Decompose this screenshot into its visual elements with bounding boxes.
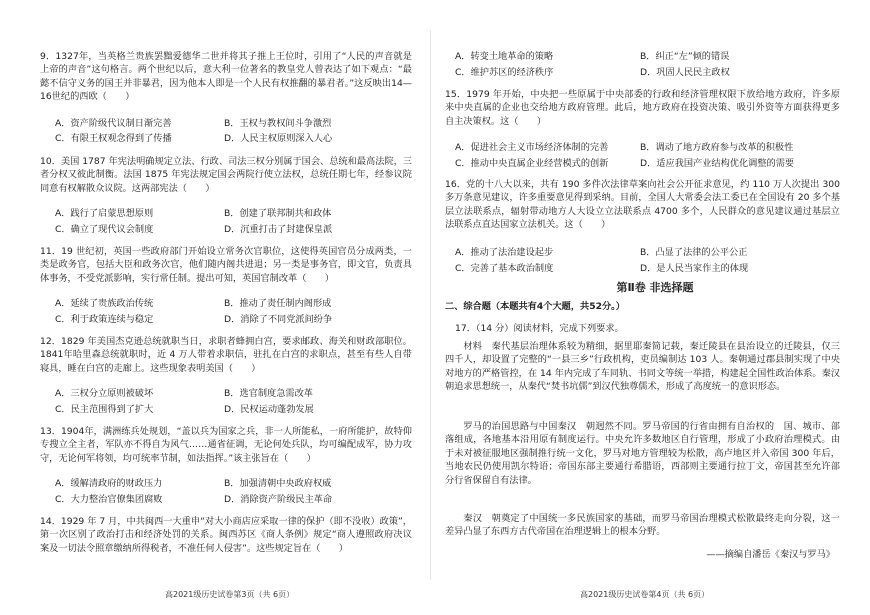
q14-option-c: C．维护苏区的经济秩序 <box>455 67 554 78</box>
section-2-subtitle: 二、综合题（本题共有4个大题，共52分。） <box>445 301 625 312</box>
q13-option-b: B．加强清朝中央政府权威 <box>224 478 332 489</box>
page-divider <box>430 30 431 580</box>
page-footer-left: 高2021级历史试卷第3页（共 6页） <box>165 590 295 599</box>
q14-option-d: D．巩固人民民主政权 <box>640 67 730 78</box>
left-page <box>0 0 415 615</box>
q15-option-b: B．调动了地方政府参与改革的积极性 <box>640 142 794 153</box>
question-11: 11．19 世纪初，英国一些政府部门开始设立常务次官职位，这使得英国官员分成两类，一类是政务官，包括大臣和政务次官，他们随内阁共进退；另一类是事务官，即文官，负责具体事务，不受党派影响，实行常任制。提出可知，英国官制改革（ ） <box>40 246 412 284</box>
question-12: 12．1829 年美国杰克逊总统就职当日，求职者蜂拥白宫，要求邮政、海关和财政部职位。1841年哈里森总统就职时，近 4 万人带着求职信，驻扎在白宫的求职点，甚至有些人自带寝具，睡在白宫的走廊上。这些现象表明美国（ ） <box>40 336 412 374</box>
question-13: 13．1904年，满洲练兵处规划，“盖以兵为国家之兵，非一人所能私，一府所能护，故特仰专搜立全主者，军队亦不得自为风气……通省征调，无论何处兵队，均可编配成军，协力攻守，无论何军将领，均可统率节制，如法指挥。”该主张旨在（ ） <box>40 426 412 464</box>
q10-option-b: B．创建了联邦制共和政体 <box>224 208 332 219</box>
q16-option-b: B．凸显了法律的公平公正 <box>640 247 748 258</box>
section-2-title: 第Ⅱ卷 非选择题 <box>616 281 694 294</box>
q16-option-a: A．推动了法治建设起步 <box>455 247 554 258</box>
page-footer-right: 高2021级历史试卷第4页（共 6页） <box>580 590 710 599</box>
q17-source-citation: ——摘编自潘岳《秦汉与罗马》 <box>706 549 835 560</box>
q12-option-c: C．民主范围得到了扩大 <box>55 404 154 415</box>
q12-option-b: B．选官制度急需改革 <box>224 388 313 399</box>
q11-option-b: B．推动了责任制内阁形成 <box>224 298 332 309</box>
q11-option-d: D．消除了不同党派间纷争 <box>224 314 333 325</box>
right-page <box>435 0 850 615</box>
q15-option-a: A．促进社会主义市场经济体制的完善 <box>455 142 609 153</box>
q17-material-paragraph-3: 秦汉 朝奠定了中国统一多民族国家的基础，而罗马帝国治理模式松散最终走向分裂，这一差异凸显了东西方古代帝国在治理逻辑上的根本分野。 <box>445 513 840 538</box>
q15-option-c: C．推动中央直属企业经营模式的创新 <box>455 158 609 169</box>
q10-option-d: D．沉重打击了封建保皇派 <box>224 224 333 235</box>
q9-option-a: A．资产阶级代议制日渐完善 <box>55 118 172 129</box>
q12-option-d: D．民权运动蓬勃发展 <box>224 404 314 415</box>
q17-material-paragraph-1: 材料 秦代基层治理体系较为精细，据里耶秦简记载，秦迁陵县在县治设立的迁陵县，仅三四千人，却设置了完整的“一县三乡”行政机构，吏员编制达 103 人。秦朝通过郡县制实现了中央对地方的严格管控，在 14 年内完成了车同轨、书同文等统一举措，构建起全国性政治体系。秦汉朝追求思想统一，从秦代“焚书坑儒”到汉代独尊儒术，形成了高度统一的意识形态。 <box>445 341 840 393</box>
q9-option-d: D．人民主权原则深入人心 <box>224 133 333 144</box>
q13-option-a: A．缓解清政府的财政压力 <box>55 478 163 489</box>
q16-option-d: D．是人民当家作主的体现 <box>640 263 749 274</box>
question-15: 15．1979 年开始，中央把一些原属于中央部委的行政和经济管理权限下放给地方政府，许多原来中央直属的企业也交给地方政府管理。此后，地方政府在投资决策、吸引外资等方面获得更多自主决策权。这（ ） <box>445 89 840 127</box>
q13-option-c: C．大力整治官僚集团腐败 <box>55 494 163 505</box>
question-16: 16．党的十八大以来，共有 190 多件次法律草案向社会公开征求意见，约 110 万人次提出 300 多万条意见建议，许多重要意见得到采纳。目前，全国人大常委会法工委已在全国设有 20 多个基层立法联系点，辐射带动地方人大设立立法联系点 4700 多个，人民群众的意见建议通过基层立法联系点直达国家立法机关。这（ ） <box>445 179 840 231</box>
q14-option-a: A．转变土地革命的策略 <box>455 51 554 62</box>
question-14: 14．1929 年 7 月，中共闽西一大重申“对大小商店应采取一律的保护（即不没收）政策”，第一次区别了政治打击和经济处罚的关系。闽西苏区《商人条例》规定“商人遵照政府决议案及一切法令照章缴纳所得税者，不准任何人侵害”。这些规定旨在（ ） <box>40 516 412 554</box>
q13-option-d: D．消除资产阶级民主革命 <box>224 494 333 505</box>
q10-option-a: A．践行了启蒙思想原则 <box>55 208 154 219</box>
q9-option-b: B．王权与教权间斗争激烈 <box>224 118 332 129</box>
q11-option-a: A．延续了贵族政治传统 <box>55 298 154 309</box>
q9-option-c: C．有限王权观念得到了传播 <box>55 133 172 144</box>
question-10: 10．美国 1787 年宪法明确规定立法、行政、司法三权分别属于国会、总统和最高法院，三者分权又彼此制衡。法国 1875 年宪法规定国会两院行使立法权，总统任期七年，经参议院同意有权解散众议院。这两部宪法（ ） <box>40 156 412 194</box>
q10-option-c: C．确立了现代议会制度 <box>55 224 154 235</box>
q16-option-c: C．完善了基本政治制度 <box>455 263 554 274</box>
q11-option-c: C．利于政策连续与稳定 <box>55 314 154 325</box>
q14-option-b: B．纠正“左”倾的错误 <box>640 51 730 62</box>
q15-option-d: D．适应我国产业结构优化调整的需要 <box>640 158 795 169</box>
q17-material-paragraph-2: 罗马的治国思路与中国秦汉 朝迥然不同。罗马帝国的行省由拥有自治权的 国、城市、部落组成，各地基本沿用原有制度运行。中央允许多数地区自行管理，形成了小政府治理模式。由于未对被征服地区强制推行统一文化，罗马对地方管理较为松散，高卢地区并入帝国 300 年后，当地农民仍使用凯尔特语；帝国东部主要通行希腊语，西部则主要通行拉丁文，帝国甚至允许部分行省保留自有法律。 <box>445 421 840 486</box>
question-9: 9．1327年，当英格兰贵族罢黜爱德华二世并将其子推上王位时，引用了“人民的声音就是上帝的声音”这句格言。两个世纪以后，意大利一位著名的教皇党人曾表达了如下观点：“最懿不信守义务的国王并非暴君，因为他本人即是一个人民有权推翻的暴君者。”这反映出14—16世纪的西欧（ ） <box>40 51 412 103</box>
q12-option-a: A．三权分立原则被破坏 <box>55 388 154 399</box>
question-17-heading: 17．（14 分）阅读材料，完成下列要求。 <box>455 323 624 334</box>
